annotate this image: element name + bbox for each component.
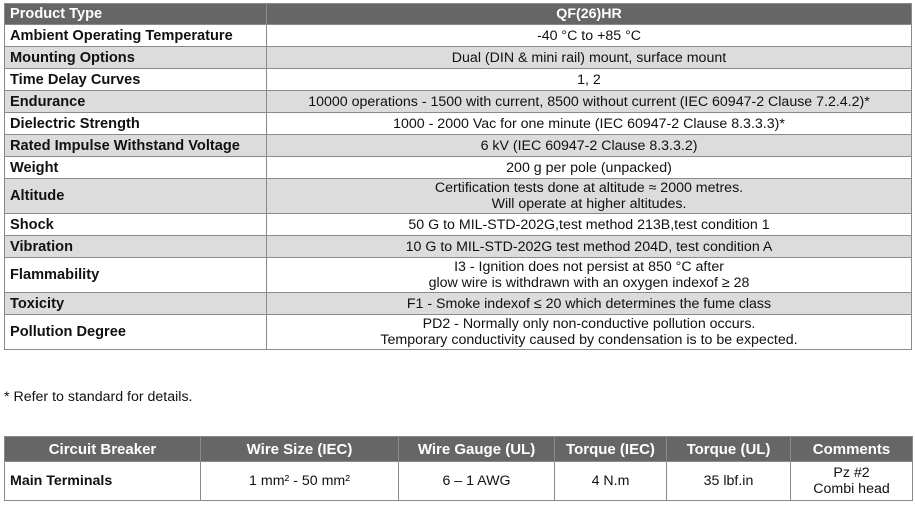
header-torque-ul: Torque (UL) — [667, 437, 791, 462]
comment-line: Pz #2 — [833, 465, 870, 481]
value-line: Certification tests done at altitude ≈ 2000 metres. — [434, 180, 744, 196]
header-wire-gauge-ul: Wire Gauge (UL) — [399, 437, 555, 462]
row-label: Ambient Operating Temperature — [5, 25, 267, 47]
row-value — [267, 315, 912, 350]
value-line: 10000 operations - 1500 with current, 8500 without current (IEC 60947-2 Clause 7.2.4.2)* — [308, 93, 870, 110]
value-line: glow wire is withdrawn with an oxygen indexof ≥ 28 — [428, 275, 750, 291]
header-torque-iec: Torque (IEC) — [555, 437, 667, 462]
row-value — [267, 179, 912, 214]
spec-header-row — [5, 4, 912, 25]
table-row — [5, 293, 912, 315]
table-row — [5, 69, 912, 91]
header-circuit-breaker: Circuit Breaker — [5, 437, 201, 462]
header-wire-size-iec: Wire Size (IEC) — [201, 437, 399, 462]
value-line: 1000 - 2000 Vac for one minute (IEC 60947-2 Clause 8.3.3.3)* — [393, 115, 785, 132]
table-row — [5, 315, 912, 350]
header-product-type-value: QF(26)HR — [267, 4, 912, 25]
row-value — [267, 157, 912, 179]
value-line: 6 kV (IEC 60947-2 Clause 8.3.3.2) — [480, 137, 698, 154]
table-row — [5, 25, 912, 47]
row-value — [267, 47, 912, 69]
row-value — [267, 214, 912, 236]
row-value — [267, 293, 912, 315]
row-value — [267, 258, 912, 293]
row-label: Toxicity — [5, 293, 267, 315]
specifications-table — [4, 3, 912, 350]
table-row — [5, 462, 913, 501]
table-row — [5, 135, 912, 157]
table-row — [5, 214, 912, 236]
row-value — [267, 135, 912, 157]
row-label: Pollution Degree — [5, 315, 267, 350]
row-label: Weight — [5, 157, 267, 179]
table-row — [5, 47, 912, 69]
wire-size-iec-value: 1 mm² - 50 mm² — [201, 462, 399, 501]
value-line: Will operate at higher altitudes. — [491, 196, 687, 212]
row-value — [267, 69, 912, 91]
header-comments: Comments — [791, 437, 913, 462]
row-label: Time Delay Curves — [5, 69, 267, 91]
value-line: F1 - Smoke indexof ≤ 20 which determines the fume class — [406, 295, 772, 312]
row-label: Mounting Options — [5, 47, 267, 69]
torque-iec-value: 4 N.m — [555, 462, 667, 501]
value-line: Dual (DIN & mini rail) mount, surface mount — [451, 49, 727, 66]
table-row — [5, 179, 912, 214]
table-row — [5, 236, 912, 258]
wire-gauge-ul-value: 6 – 1 AWG — [399, 462, 555, 501]
row-label: Altitude — [5, 179, 267, 214]
wiring-header-row — [5, 437, 913, 462]
value-line: Temporary conductivity caused by condensation is to be expected. — [380, 332, 798, 348]
value-line: -40 °C to +85 °C — [536, 27, 641, 44]
row-value — [267, 113, 912, 135]
row-label: Rated Impulse Withstand Voltage — [5, 135, 267, 157]
comment-line: Combi head — [813, 481, 890, 497]
header-product-type-label: Product Type — [5, 4, 267, 25]
row-label: Vibration — [5, 236, 267, 258]
table-row — [5, 91, 912, 113]
row-label: Shock — [5, 214, 267, 236]
footnote: * Refer to standard for details. — [4, 389, 193, 405]
value-line: 200 g per pole (unpacked) — [506, 159, 672, 176]
table-row — [5, 258, 912, 293]
value-line: PD2 - Normally only non-conductive pollution occurs. — [422, 316, 756, 332]
value-line: I3 - Ignition does not persist at 850 °C after — [454, 259, 724, 275]
value-line: 10 G to MIL-STD-202G test method 204D, test condition A — [405, 238, 773, 255]
row-label-main-terminals: Main Terminals — [5, 462, 201, 501]
table-row — [5, 157, 912, 179]
row-label: Endurance — [5, 91, 267, 113]
row-value — [267, 236, 912, 258]
value-line: 1, 2 — [577, 71, 601, 88]
row-value — [267, 25, 912, 47]
wiring-table — [4, 436, 913, 501]
row-value — [267, 91, 912, 113]
torque-ul-value: 35 lbf.in — [667, 462, 791, 501]
value-line: 50 G to MIL-STD-202G,test method 213B,test condition 1 — [408, 216, 770, 233]
table-row — [5, 113, 912, 135]
row-label: Dielectric Strength — [5, 113, 267, 135]
comments-value — [791, 462, 913, 501]
row-label: Flammability — [5, 258, 267, 293]
